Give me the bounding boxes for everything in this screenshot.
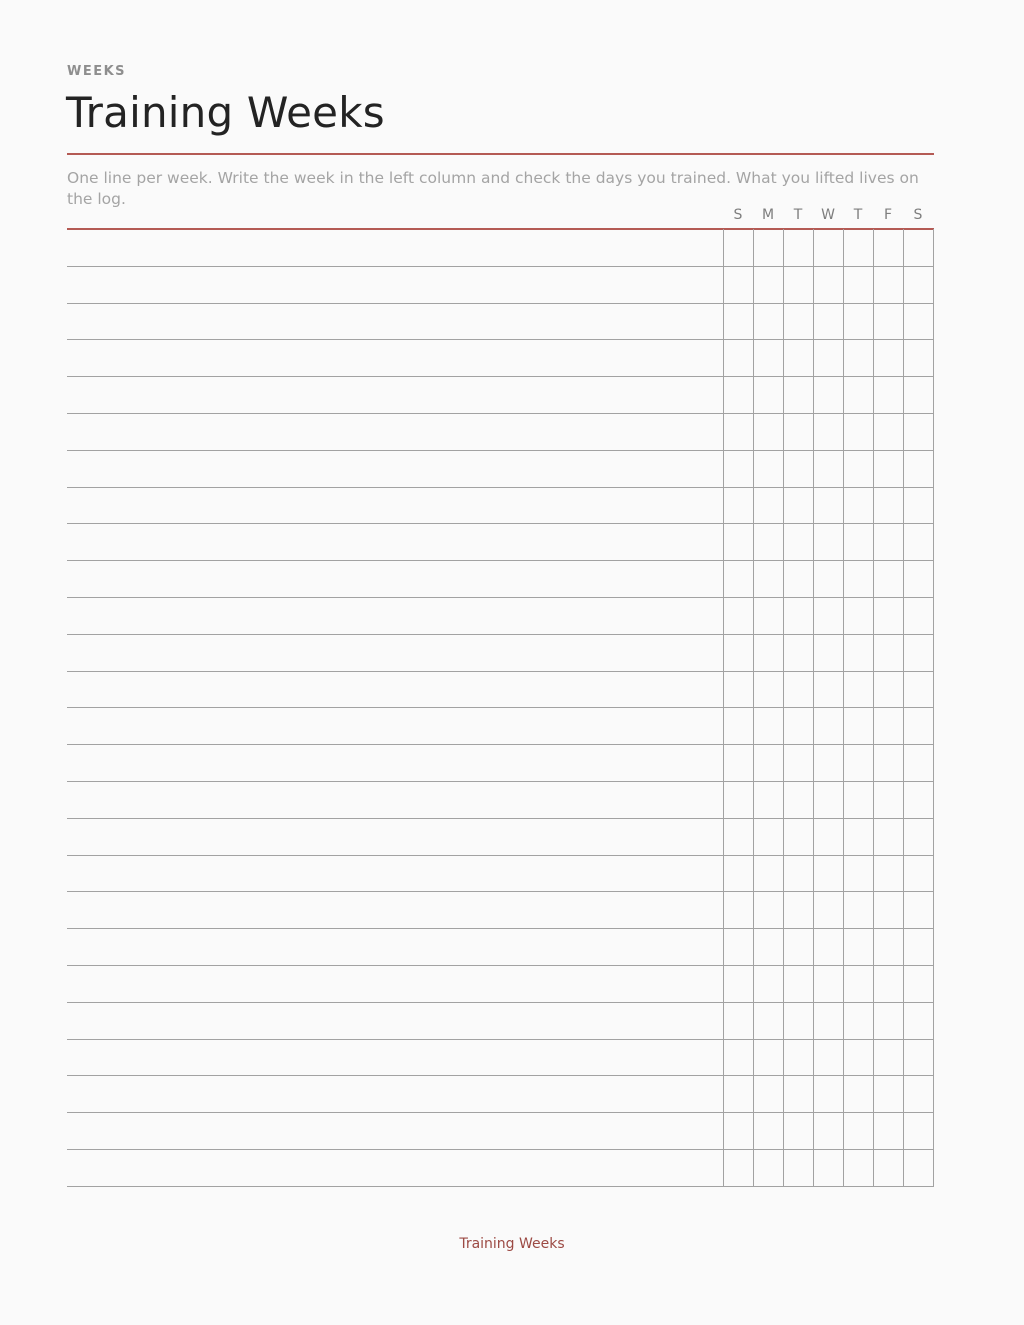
week-row-line — [67, 339, 934, 340]
week-row-line — [67, 928, 934, 929]
week-row-line — [67, 855, 934, 856]
week-row-line — [67, 965, 934, 966]
week-row-line — [67, 266, 934, 267]
week-row-line — [67, 1112, 934, 1113]
week-row-line — [67, 413, 934, 414]
week-row-line — [67, 597, 934, 598]
week-row-line — [67, 781, 934, 782]
day-column-line — [873, 229, 874, 1186]
week-row-line — [67, 450, 934, 451]
day-header: F — [883, 207, 893, 223]
day-column-line — [753, 229, 754, 1186]
footer-label: Training Weeks — [459, 1236, 565, 1252]
week-row-line — [67, 560, 934, 561]
table-top-divider — [67, 228, 934, 230]
week-row-line — [67, 1186, 934, 1187]
page-title: Training Weeks — [66, 88, 385, 137]
day-header: T — [793, 207, 803, 223]
eyebrow-label: WEEKS — [67, 64, 127, 79]
week-row-line — [67, 671, 934, 672]
week-row-line — [67, 744, 934, 745]
week-row-line — [67, 707, 934, 708]
title-divider — [67, 153, 934, 155]
day-header: M — [761, 207, 775, 223]
week-row-line — [67, 376, 934, 377]
week-row-line — [67, 303, 934, 304]
week-row-line — [67, 1075, 934, 1076]
day-header: S — [913, 207, 923, 223]
week-row-line — [67, 818, 934, 819]
week-row-line — [67, 1039, 934, 1040]
day-column-line — [933, 229, 934, 1186]
week-row-line — [67, 891, 934, 892]
day-header: T — [853, 207, 863, 223]
week-row-line — [67, 1149, 934, 1150]
intro-text: One line per week. Write the week in the left column and check the days you trained. What you lifted lives on the log. — [67, 169, 919, 208]
week-row-line — [67, 523, 934, 524]
day-header: S — [733, 207, 743, 223]
day-column-line — [723, 229, 724, 1186]
day-column-line — [813, 229, 814, 1186]
day-header: W — [821, 207, 835, 223]
week-row-line — [67, 487, 934, 488]
day-column-line — [783, 229, 784, 1186]
week-row-line — [67, 1002, 934, 1003]
day-column-line — [843, 229, 844, 1186]
day-column-line — [903, 229, 904, 1186]
week-row-line — [67, 634, 934, 635]
